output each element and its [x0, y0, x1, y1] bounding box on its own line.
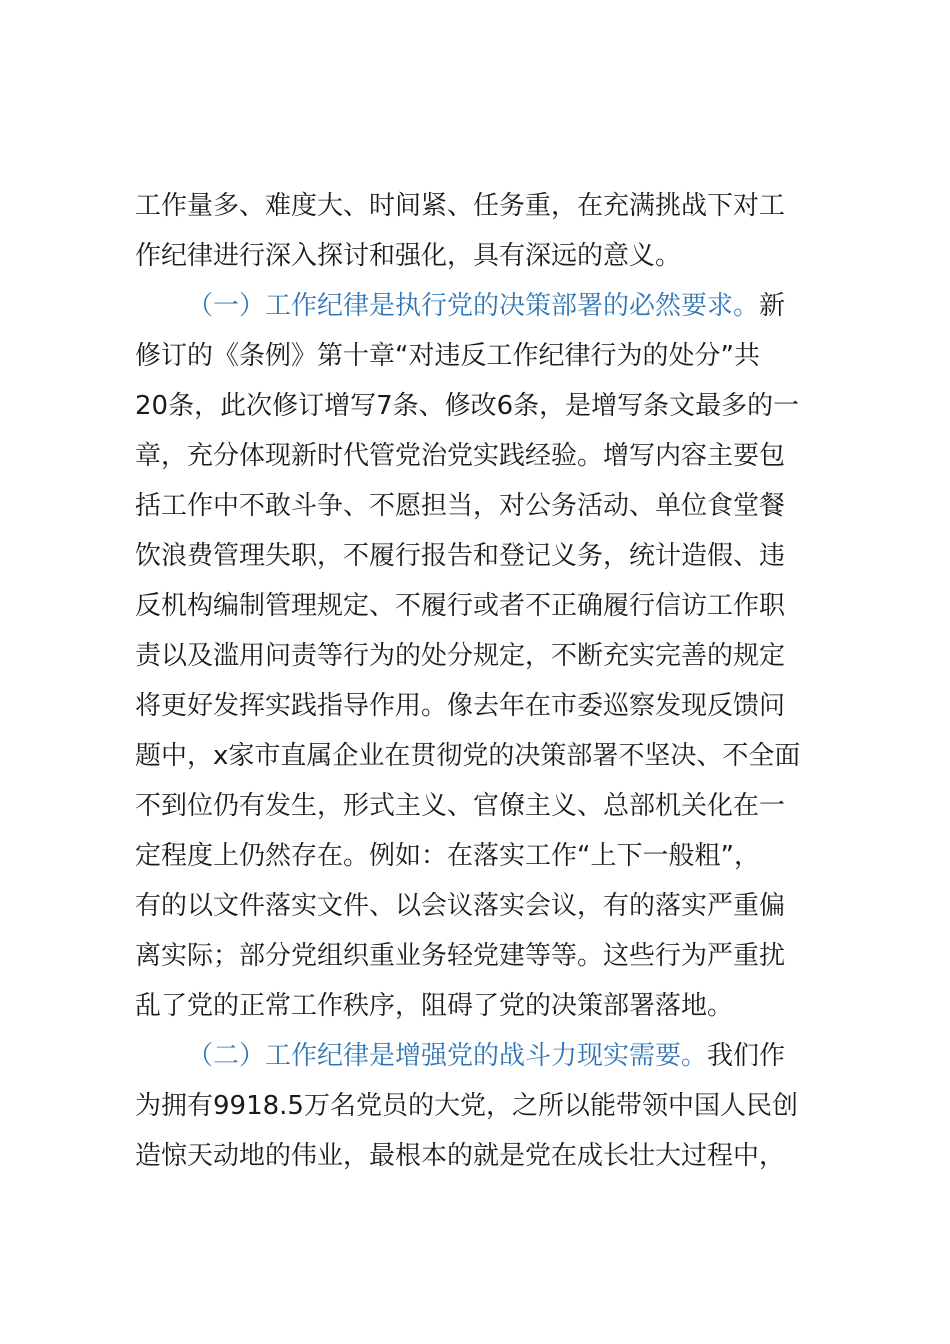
text-line: 饮浪费管理失职，不履行报告和登记义务，统计造假、违 — [135, 541, 786, 571]
text-line: 章，充分体现新时代管党治党实践经验。增写内容主要包 — [135, 441, 786, 471]
paragraph-first-line — [135, 1031, 851, 1081]
paragraph-2 — [135, 281, 851, 1031]
heading-tail-text: 新 — [759, 291, 786, 321]
text-line: 括工作中不敢斗争、不愿担当，对公务活动、单位食堂餐 — [135, 491, 786, 521]
heading-tail-text: 我们作 — [707, 1041, 786, 1071]
text-line: 为拥有9918.5万名党员的大党，之所以能带领中国人民创 — [135, 1091, 798, 1121]
text-line: 有的以文件落实文件、以会议落实会议，有的落实严重偏 — [135, 891, 786, 921]
text-line: 20条，此次修订增写7条、修改6条，是增写条文最多的一 — [135, 391, 800, 421]
text-line: 反机构编制管理规定、不履行或者不正确履行信访工作职 — [135, 591, 786, 621]
text-line: 将更好发挥实践指导作用。像去年在市委巡察发现反馈问 — [135, 691, 786, 721]
document-body — [135, 181, 851, 1181]
text-line: 乱了党的正常工作秩序，阻碍了党的决策部署落地。 — [135, 991, 734, 1021]
paragraph-3 — [135, 1031, 851, 1181]
text-line: 离实际；部分党组织重业务轻党建等等。这些行为严重扰 — [135, 941, 786, 971]
section-heading-2: （二）工作纪律是增强党的战斗力现实需要。 — [187, 1041, 708, 1071]
text-line: 定程度上仍然存在。例如：在落实工作“上下一般粗”， — [135, 841, 760, 871]
text-line: 修订的《条例》第十章“对违反工作纪律行为的处分”共 — [135, 341, 760, 371]
text-line: 责以及滥用问责等行为的处分规定，不断充实完善的规定 — [135, 641, 786, 671]
text-line: 工作量多、难度大、时间紧、任务重，在充满挑战下对工 — [135, 191, 786, 221]
paragraph-1 — [135, 181, 851, 281]
text-line: 题中，x家市直属企业在贯彻党的决策部署不坚决、不全面 — [135, 741, 801, 771]
paragraph-first-line — [135, 281, 851, 331]
text-line: 不到位仍有发生，形式主义、官僚主义、总部机关化在一 — [135, 791, 786, 821]
text-line: 造惊天动地的伟业，最根本的就是党在成长壮大过程中， — [135, 1141, 786, 1171]
text-line: 作纪律进行深入探讨和强化，具有深远的意义。 — [135, 241, 682, 271]
section-heading-1: （一）工作纪律是执行党的决策部署的必然要求。 — [187, 291, 760, 321]
